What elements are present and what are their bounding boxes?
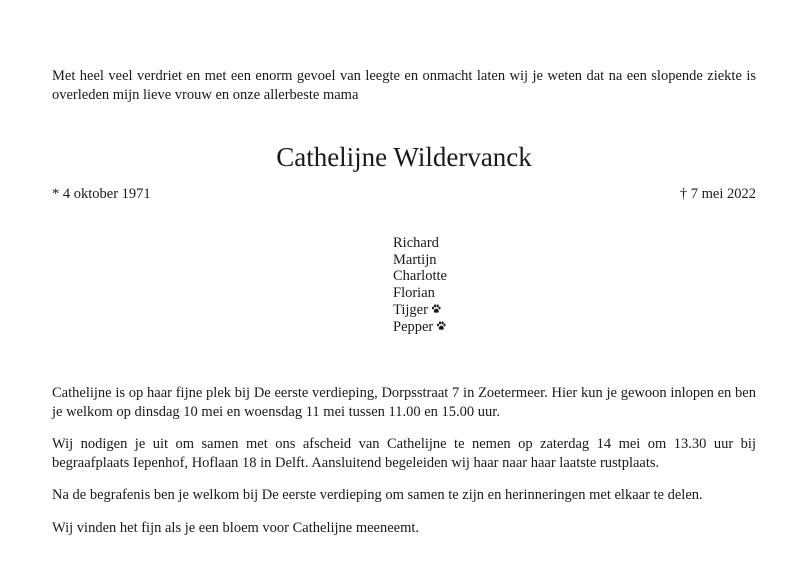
intro-text: Met heel veel verdriet en met een enorm gevoel van leegte en onmacht laten wij je weten dat na een slopende ziekte is overleden mijn lieve vrouw en onze allerbeste mama xyxy=(52,68,756,103)
deceased-name: Cathelijne Wildervanck xyxy=(276,142,532,172)
obituary-card xyxy=(52,0,756,583)
birth-date: * 4 oktober 1971 xyxy=(52,186,151,202)
family-member-name: Charlotte xyxy=(393,268,447,285)
family-member xyxy=(393,319,447,336)
family-member xyxy=(393,252,447,269)
flower-paragraph: Wij vinden het fijn als je een bloem voor Cathelijne meeneemt. xyxy=(52,520,420,536)
death-date: † 7 mei 2022 xyxy=(679,186,756,202)
family-member xyxy=(393,285,447,302)
funeral-paragraph: Wij nodigen je uit om samen met ons afscheid van Cathelijne te nemen op zaterdag 14 mei om 13.30 uur bij begraafplaats Iepenhof, Hoflaan 18 in Delft. Aansluitend begeleiden wij haar naar haar laatste rustplaats. xyxy=(52,436,756,471)
family-member-name: Tijger xyxy=(393,301,428,318)
life-dates xyxy=(52,185,756,204)
family-member-name: Martijn xyxy=(393,251,437,268)
visitation-paragraph: Cathelijne is op haar fijne plek bij De eerste verdieping, Dorpsstraat 7 in Zoetermeer. Hier kun je gewoon inlopen en ben je welkom op dinsdag 10 mei en woensdag 11 mei tussen 11.00 en 15.00 uur. xyxy=(52,385,756,420)
paw-icon xyxy=(431,304,441,314)
family-list xyxy=(393,235,447,335)
family-member-name: Florian xyxy=(393,285,435,302)
family-member-name: Richard xyxy=(393,235,439,251)
paw-icon xyxy=(436,321,446,331)
reception-paragraph: Na de begrafenis ben je welkom bij De eerste verdieping om samen te zijn en herinneringen met elkaar te delen. xyxy=(52,487,703,503)
family-member xyxy=(393,302,447,319)
family-member-name: Pepper xyxy=(393,318,434,335)
family-member xyxy=(393,235,447,252)
family-member xyxy=(393,268,447,285)
